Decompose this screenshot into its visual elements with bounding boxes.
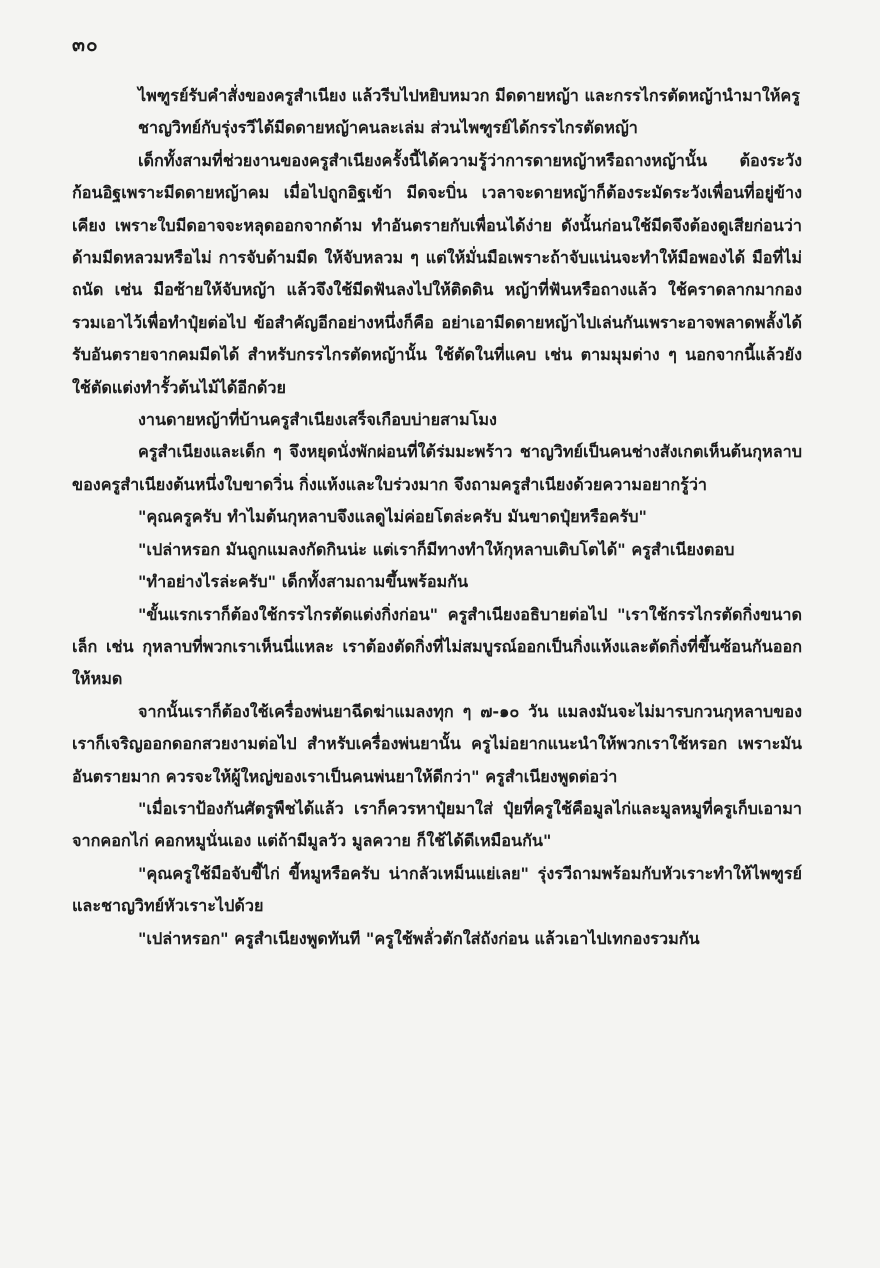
paragraph: "คุณครูครับ ทำไมต้นกุหลาบจึงแลดูไม่ค่อยโตล่ะครับ มันขาดปุ๋ยหรือครับ" <box>138 507 647 527</box>
paragraph: ครูสำเนียงและเด็ก ๆ จึงหยุดนั่งพักผ่อนที่ใต้ร่มมะพร้าว ชาญวิทย์เป็นคนช่างสังเกตเห็นต้นกุหลาบของครูสำเนียงต้นหนึ่งใบขาดวิ่น กิ่งแห้งและใบร่วงมาก จึงถามครูสำเนียงด้วยความอยากรู้ว่า <box>72 442 802 494</box>
body-text <box>72 80 802 955</box>
paragraph: "คุณครูใช้มือจับขี้ไก่ ขี้หมูหรือครับ น่ากลัวเหม็นแย่เลย" รุ่งรวีถามพร้อมกับหัวเราะทำให้ไพฑูรย์และชาญวิทย์หัวเราะไปด้วย <box>72 863 802 916</box>
page-number: ๓๐ <box>72 34 99 56</box>
paragraph: ไพฑูรย์รับคำสั่งของครูสำเนียง แล้วรีบไปหยิบหมวก มีดดายหญ้า และกรรไกรตัดหญ้านำมาให้ครู <box>138 86 800 105</box>
paragraph: งานดายหญ้าที่บ้านครูสำเนียงเสร็จเกือบบ่ายสามโมง <box>138 410 497 430</box>
paragraph: "เปล่าหรอก มันถูกแมลงกัดกินน่ะ แต่เราก็มีทางทำให้กุหลาบเติบโตได้" ครูสำเนียงตอบ <box>138 539 735 559</box>
paragraph: ชาญวิทย์กับรุ่งรวีได้มีดดายหญ้าคนละเล่ม ส่วนไพฑูรย์ได้กรรไกรตัดหญ้า <box>138 118 638 138</box>
paragraph: "ขั้นแรกเราก็ต้องใช้กรรไกรตัดแต่งกิ่งก่อน" ครูสำเนียงอธิบายต่อไป "เราใช้กรรไกรตัดกิ่งขนาดเล็ก เช่น กุหลาบที่พวกเราเห็นนี่แหละ เราต้องตัดกิ่งที่ไม่สมบูรณ์ออกเป็นกิ่งแห้งและตัดกิ่งที่ขึ้นซ้อนกันออกให้หมด <box>72 604 802 689</box>
paragraph: จากนั้นเราก็ต้องใช้เครื่องพ่นยาฉีดฆ่าแมลงทุก ๆ ๗-๑๐ วัน แมลงมันจะไม่มารบกวนกุหลาบของเราก็เจริญออกดอกสวยงามต่อไป สำหรับเครื่องพ่นยานั้น ครูไม่อยากแนะนำให้พวกเราใช้หรอก เพราะมันอันตรายมาก ควรจะให้ผู้ใหญ่ของเราเป็นคนพ่นยาให้ดีกว่า" ครูสำเนียงพูดต่อว่า <box>72 701 802 786</box>
paragraph: "เมื่อเราป้องกันศัตรูพืชได้แล้ว เราก็ควรหาปุ๋ยมาใส่ ปุ๋ยที่ครูใช้คือมูลไก่และมูลหมูที่ครูเก็บเอามาจากคอกไก่ คอกหมูนั่นเอง แต่ถ้ามีมูลวัว มูลควาย ก็ใช้ได้ดีเหมือนกัน" <box>72 798 802 851</box>
paragraph: "เปล่าหรอก" ครูสำเนียงพูดทันที "ครูใช้พลั่วตักใส่ถังก่อน แล้วเอาไปเทกองรวมกัน <box>138 928 700 948</box>
paragraph: "ทำอย่างไรล่ะครับ" เด็กทั้งสามถามขึ้นพร้อมกัน <box>138 572 469 592</box>
paragraph: เด็กทั้งสามที่ช่วยงานของครูสำเนียงครั้งนี้ได้ความรู้ว่าการดายหญ้าหรือถางหญ้านั้น ต้องระวังก้อนอิฐเพราะมีดดายหญ้าคม เมื่อไปถูกอิฐเข้า มีดจะบิ่น เวลาจะดายหญ้าก็ต้องระมัดระวังเพื่อนที่อยู่ข้างเคียง เพราะใบมีดอาจจะหลุดออกจากด้าม ทำอันตรายกับเพื่อนได้ง่าย ดังนั้นก่อนใช้มีดจึงต้องดูเสียก่อนว่าด้ามมีดหลวมหรือไม่ การจับด้ามมีด ให้จับหลวม ๆ แต่ให้มั่นมือเพราะถ้าจับแน่นจะทำให้มือพองได้ มือที่ไม่ถนัด เช่น มือซ้ายให้จับหญ้า แล้วจึงใช้มีดฟันลงไปให้ติดดิน หญ้าที่ฟันหรือถางแล้ว ใช้คราดลากมากองรวมเอาไว้เพื่อทำปุ๋ยต่อไป ข้อสำคัญอีกอย่างหนึ่งก็คือ อย่าเอามีดดายหญ้าไปเล่นกันเพราะอาจพลาดพลั้งได้รับอันตรายจากคมมีดได้ สำหรับกรรไกรตัดหญ้านั้น ใช้ตัดในที่แคบ เช่น ตามมุมต่าง ๆ นอกจากนี้แล้วยังใช้ตัดแต่งทำรั้วต้นไม้ได้อีกด้วย <box>72 150 802 397</box>
